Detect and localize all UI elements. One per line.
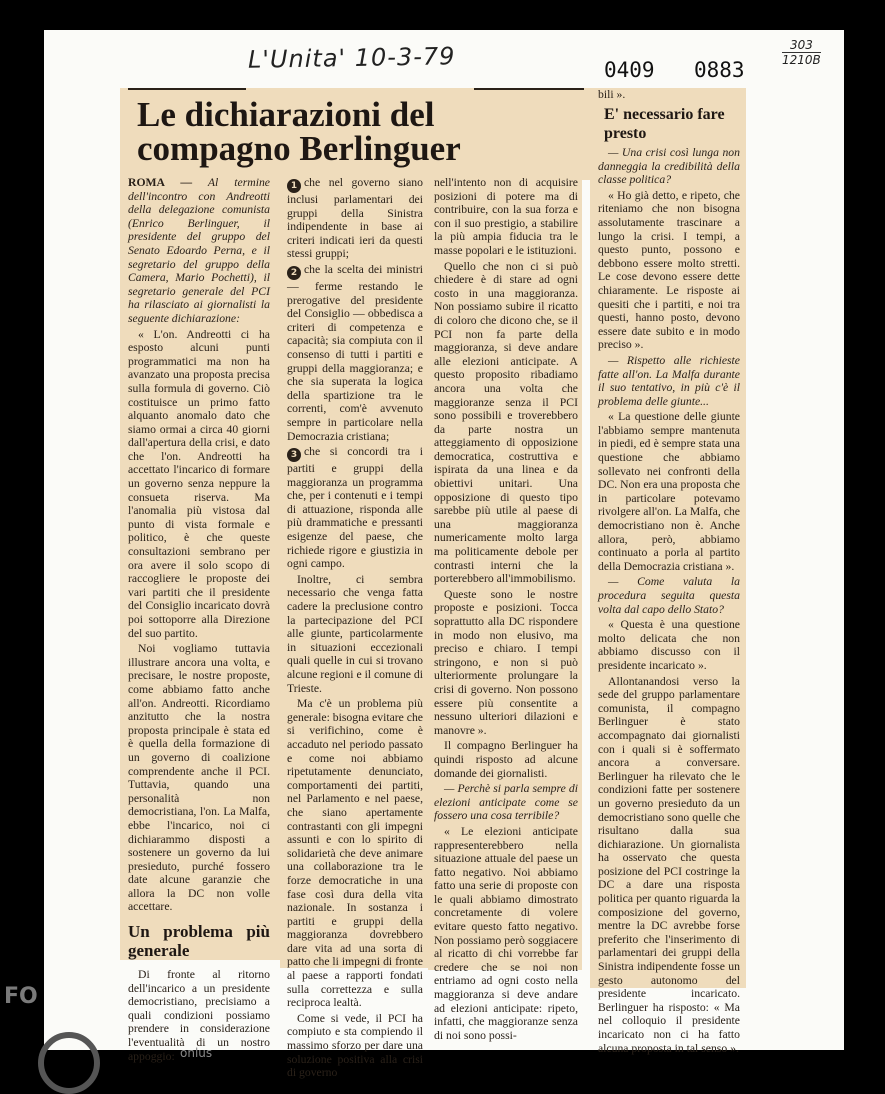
article-column-4 (598, 146, 740, 1057)
handwritten-corner-note (782, 38, 821, 67)
archive-stamp-right: 0883 (694, 58, 745, 82)
interview-question: — Rispetto alle richieste fatte all'on. La Malfa durante il suo tentativo, in più c'è il problema delle giunte... (598, 353, 740, 408)
handwritten-source-date: L'Unita' 10-3-79 (247, 42, 456, 74)
article-column-1 (128, 176, 270, 1065)
paragraph: nell'intento non di acquisire posizioni di potere ma di contribuire, con la sua forza e con il suo prestigio, a stabilire la più ampia fiducia tra le masse popolari e le istituzioni. (434, 176, 578, 257)
interview-question: — Come valuta la procedura seguita questa volta dal capo dello Stato? (598, 575, 740, 616)
corner-note-bottom: 1210B (782, 53, 821, 67)
paragraph: bili ». (598, 88, 626, 101)
paragraph: Come si vede, il PCI ha compiuto e sta compiendo il massimo sforzo per dare una soluzione positiva alla crisi di governo (287, 1011, 423, 1080)
paragraph: Queste sono le nostre proposte e posizioni. Toccа soprattutto alla DC rispondere in modo non elusivo, ma preciso e chiaro. I tempi stringono, e non si può ulteriormente prolungare la crisi di governo. Non possono essere più consentite a nessuno ulteriori dilazioni e manovre ». (434, 587, 578, 737)
paragraph: Ma c'è un problema più generale: bisogna evitare che si verifichino, come è accaduto nel periodo passato e come noi abbiamo ripetutamente denunciato, comportamenti dei partiti, nel Parlamento e nel paese, che siano apertamente contrastanti con gli impegni assunti e con lo spirito di solidarietà che deve animare una collaborazione tra le forze democratiche in una fase così dura della vita nazionale. In sostanza i partiti e gruppi della maggioranza dovrebbero dare vita ad una sorta di patto che li impegni di fronte al paese a rapporti fondati sulla correttezza e sulla reciproca lealtà. (287, 697, 423, 1010)
watermark-logo: FO (4, 984, 38, 1009)
interview-answer: « Questa è una questione molto delicata che non abbiamo discusso con il presidente incaricato ». (598, 618, 740, 672)
list-item: 1 che nel governo siano inclusi parlamentari dei gruppi della Sinistra indipendente in base ai criteri indicati ieri da questi stessi gruppi; (287, 176, 423, 261)
archive-stamp-left: 0409 (604, 58, 655, 82)
paragraph: Noi vogliamo tuttavia illustrare ancora una volta, e precisare, le nostre proposte, come abbiamo fatto anche all'on. Andreotti. Ricordiamo anzitutto che la nostra proposta principale è stata ed è quella della formazione di un governo di coalizione comprendente anche il PCI. Tuttavia, quando una personalità non democristiana, l'on. La Malfa, ebbe l'incarico, noi ci dichiarammo disposti a sostenere un governo da lui presieduto, purché fossero date alcune garanzie che allora la DC non volle accettare. (128, 642, 270, 914)
top-rule-left (128, 88, 246, 90)
subheading: Un problema più generale (128, 922, 270, 961)
corner-note-top: 303 (789, 38, 813, 52)
number-badge: 3 (287, 448, 301, 462)
interview-answer: « La questione delle giunte l'abbiamo sempre mantenuta in piedi, ed è sempre stata una questione che abbiamo sollevato nei confronti della DC. Non era una proposta che in particolare potevamo rivolgere all'on. La Malfa, che democristiano non è. Anche allora, però, abbiamo continuato a porla al partito della Democrazia cristiana ». (598, 410, 740, 573)
list-item: 2 che la scelta dei ministri — ferme restando le prerogative del presidente del Consiglio — obbedisca a criteri di competenza e capacità; sia compiuta con il consenso di tutti i partiti e gruppi della maggioranza; e che sia superata la logica della spartizione tra le correnti, com'è avvenuto sempre in particolare nella Democrazia cristiana; (287, 262, 423, 443)
intro-paragraph: ROMA — Al termine dell'incontro con Andreotti della delegazione comunista (Enrico Berlinguer, il presidente del gruppo del Senato Edoardo Perna, e il segretario del gruppo della Camera, Mario Pochetti), il segretario generale del PCI ha rilasciato ai giornalisti la seguente dichiarazione: (128, 176, 270, 325)
dateline: ROMA — (128, 176, 193, 189)
paragraph: « L'on. Andreotti ci ha esposto alcuni punti programmatici ma non ha avanzato una proposta precisa sulla formula di governo. Ciò costituisce un primo fatto alquanto anomalo dato che siamo ormai a circa 40 giorni dall'apertura della crisi, e dato che l'on. Andreotti ha accettato l'incarico di formare un governo senza neppure la consueta riserva. Ma l'anomalia più vistosa dal punto di vista formale e politico, è che queste consultazioni sembrano per ora avere il solo scopo di raccogliere le proposte dei vari partiti che il presidente del Consiglio incaricato dovrà poi sottoporre alla Direzione del suo partito. (128, 327, 270, 640)
list-item: 3 che si concordi tra i partiti e gruppi della maggioranza un programma che, per i contenuti e i tempi di attuazione, risponda alle più drammatiche e pressanti esigenze del paese, che richiede rigore e giustizia in ogni campo. (287, 445, 423, 571)
watermark-caption: onlus (180, 1046, 213, 1060)
interview-answer: « Le elezioni anticipate rappresenterebbero nella situazione attuale del paese un fatto negativo. Noi abbiamo fatto una serie di proposte con le quali abbiamo dimostrato concretamente di volere evitare questo fatto negativo. Non possiamo però soggiacere al ricatto di chi vorrebbe far credere che se noi non entriamo ad ogni costo nella maggioranza si deve andare ad elezioni anticipate: ripeto, infatti, che maggioranze senza di noi sono possi- (434, 824, 578, 1042)
paragraph: Di fronte al ritorno dell'incarico a un presidente democristiano, precisiamo a quali condizioni possiamo prendere in considerazione l'eventualità di un nostro appoggio: (128, 968, 270, 1063)
interview-question: — Una crisi così lunga non danneggia la credibilità della classe politica? (598, 146, 740, 187)
number-badge: 2 (287, 266, 301, 280)
interview-answer: « Ho già detto, e ripeto, che riteniamo che non bisogna assolutamente trascinare a lungo la crisi. I tempi, a questo punto, possono e debbono essere molto stretti. Le cose devono essere dette chiaramente. Le risposte ai quesiti che i partiti, e noi tra questi, hanno posto, devono essere date subito e in modo preciso ». (598, 188, 740, 352)
paragraph: Il compagno Berlinguer ha quindi risposto ad alcune domande dei giornalisti. (434, 739, 578, 780)
number-badge: 1 (287, 179, 301, 193)
paragraph: Allontanandosi verso la sede del gruppo parlamentare comunista, il compagno Berlinguer è stato accompagnato dai giornalisti con i quali si è soffermato ancora a conversare. Berlinguer ha rilevato che le condizioni fatte per sostenere un governo presieduto da un democristiano sono quelle che risultano dalla sua dichiarazione. Un giornalista ha osservato che questa posizione del PCI costringe la DC a dare una risposta politica per quanto riguarda la composizione del governo, mentre la DC avrebbe forse preferito che l'inserimento di parlamentari dei gruppi della Sinistra indipendente fosse un gesto autonomo del presidente incaricato. Berlinguer ha risposto: « Ma nel colloquio il presidente incaricato non ci ha fatto alcuna proposta in tal senso ». (598, 674, 740, 1055)
watermark-circle-icon (38, 1032, 100, 1094)
article-column-3 (434, 176, 578, 1044)
paragraph: Quello che non ci si può chiedere è di stare ad ogni costo in una maggioranza. Non possiamo subire il ricatto di coloro che dicono che, se il PCI non fa parte della maggioranza, si deve andare alle elezioni anticipate. A questo proposito ribadiamo ancora una volta che maggioranze senza il PCI sono possibili e troverebbero da parte nostra un atteggiamento di opposizione democratica, costruttiva e ispirata da una linea e da obiettivi unitari. Una opposizione di questo tipo sarebbe più utile al paese di una maggioranza numericamente molto larga ma politicamente debole per contrasti interni che la porterebbero all'immobilismo. (434, 259, 578, 586)
article-headline: Le dichiarazioni del compagno Berlinguer (137, 95, 461, 168)
subheading-fare-presto: E' necessario fare presto (604, 106, 725, 142)
top-rule-right (474, 88, 584, 90)
paragraph: Inoltre, ci sembra necessario che venga fatta cadere la preclusione contro la partecipazione del PCI alle giunte, particolarmente in situazioni eccezionali quali quelle in cui si trovano alcune regioni e il comune di Trieste. (287, 572, 423, 695)
interview-question: — Perchè si parla sempre di elezioni anticipate come se fossero una cosa terribile? (434, 782, 578, 823)
article-column-2 (287, 176, 423, 1082)
article-column-4-top (598, 88, 740, 104)
